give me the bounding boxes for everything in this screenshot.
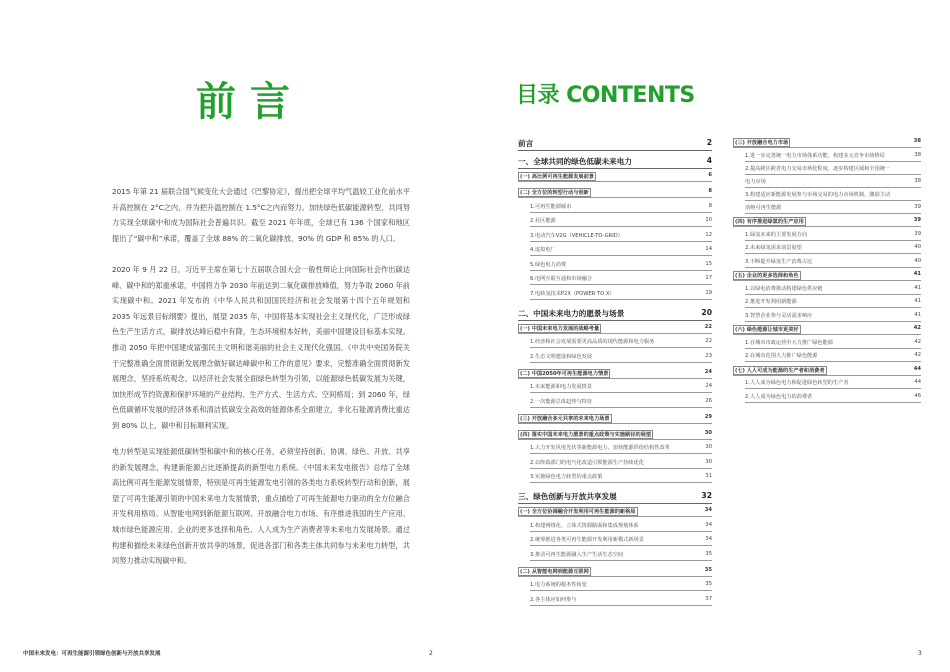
- toc-entry-label: 3.电动汽车V2G（VEHICLE-TO-GRID）: [530, 232, 623, 239]
- preface-paragraph-1: 2015 年第 21 届联合国气候变化大会通过《巴黎协定》，提出把全球平均气温较工业化前水平升高控制在 2°C之内，并为把升温控制在 1.5°C之内而努力。加快绿色低碳能源转型、共同努力实现全球碳中和成为国际社会普遍共识。截至 2021 年年底，全球已有 136 个国家和地区提出了“碳中和”承诺，覆盖了全球 88% 的二氧化碳排放、90% 的 GDP 和 85% 的人口。: [112, 187, 410, 243]
- toc-entry-label: (六) 绿色能源让城市更美好: [735, 327, 799, 333]
- toc-entry-label: (一) 全方位协调融合开发利用可再生能源的新格局: [520, 509, 636, 515]
- toc-entry-page: 41: [914, 284, 921, 291]
- toc-entry-label: 6.电网互联互通和市场融合: [530, 276, 593, 282]
- toc-entry-page: 32: [701, 491, 712, 500]
- toc-entry-page: 35: [705, 581, 712, 587]
- toc-divider: [745, 213, 921, 214]
- toc-entry-label: (四) 落实中国未来电力愿景的重点政策与实施路径的展望: [520, 431, 652, 438]
- toc-divider: [745, 253, 921, 254]
- toc-entry-label: 1.经济和社会发展需要更高品质的现代能源和电力服务: [530, 339, 655, 345]
- toc-divider: [745, 174, 921, 175]
- toc-divider: [518, 320, 712, 321]
- toc-entry-label: 三、绿色创新与开放共享发展: [518, 492, 617, 501]
- toc-entry-page: 10: [705, 217, 712, 223]
- toc-entry-label: 2.提高跨区跨省电力交易市场化程度，逐步构建区域和全国统一: [745, 166, 891, 172]
- toc-entry-page: 22: [704, 323, 712, 330]
- toc-divider: [530, 560, 712, 561]
- toc-entry-page: 42: [913, 325, 921, 331]
- toc-entry-page: 38: [914, 177, 921, 184]
- toc-entry-label: 3.不断提升绿氢生产消费占比: [745, 258, 813, 265]
- toc-entry-label: 1.可再生能源城市: [530, 203, 572, 210]
- toc-divider: [733, 280, 921, 281]
- toc-divider: [518, 197, 712, 198]
- toc-divider: [745, 402, 921, 403]
- preface-title: 前言: [196, 79, 304, 125]
- toc-divider: [733, 375, 921, 376]
- toc-divider: [530, 545, 712, 546]
- toc-divider: [745, 267, 921, 268]
- toc-entry-label: 前言: [518, 139, 534, 148]
- toc-entry-label: (三) 开放融合多元共享的未来电力场景: [520, 415, 610, 422]
- toc-entry[interactable]: [518, 491, 712, 501]
- footer-report-title: 中国未来发电：可再生能源引领绿色创新与开放共享发展: [23, 651, 161, 657]
- toc-divider: [530, 468, 712, 469]
- toc-entry-page: 38: [914, 151, 921, 158]
- toc-divider: [745, 321, 921, 322]
- toc-entry-page: 39: [914, 203, 921, 210]
- footer-right-page-number: 3: [918, 650, 922, 657]
- toc-entry-page: 29: [704, 413, 712, 420]
- toc-entry-page: 44: [914, 379, 921, 385]
- toc-entry-label: 3.推动可再生能源融入生产生活生态空间: [530, 551, 624, 558]
- toc-entry-page: 8: [708, 188, 712, 194]
- toc-entry-label: 5.绿色电力消费: [530, 261, 567, 268]
- toc-entry-label: (二) 从智能电网到能源互联网: [520, 568, 589, 575]
- toc-entry-label: (三) 开放融合电力市场: [735, 140, 789, 146]
- toc-entry-label: 1.大力开发风电光伏等新能源电力，加快能源供给结构性改革: [530, 445, 670, 451]
- toc-entry-label: (二) 全方位的转型行动与创新: [520, 190, 589, 196]
- toc-entry-label: 3.构建适应新能源发展参与市场交易的电力市场机制，激励主动: [745, 192, 891, 198]
- toc-entry-label: 1.进一步完善统一电力市场体系功能，构建多元竞争市场格局: [745, 152, 885, 159]
- toc-entry-page: 37: [705, 595, 712, 602]
- toc-entry-page: 2: [706, 138, 712, 147]
- toc-entry-label: 2.统筹推进各类可再生能源开发利用新模式新场景: [530, 537, 644, 543]
- toc-entry-label: 2.未来绿氢需求前景展望: [745, 245, 802, 251]
- preface-paragraph-2: 2020 年 9 月 22 日，习近平主席在第七十五届联合国大会一般性辩论上向国际社会作出碳达峰、碳中和的郑重承诺，中国将力争 2030 年前达到二氧化碳排放峰值，努力争取 2060 年前实现碳中和。2021 年发布的《中华人民共和国国民经济和社会发展第十四个五年规划和 2035 年远景目标纲要》提出，展望 2035 年，中国将基本实现社会主义现代化，广泛形成绿色生产生活方式，碳排放达峰后稳中有降，生态环境根本好转，美丽中国建设目标基本实现。推动 2050 年把中国建成富强民主文明和谐美丽的社会主义现代化强国。《中共中央国务院关于完整准确全面贯彻新发展理念做好碳达峰碳中和工作的意见》要求，完整准确全面贯彻新发展理念，坚持系统观念，以经济社会发展全面绿色转型为引领，以能源绿色低碳发展为关键，加快形成节约资源和保护环境的产业结构、生产方式、生活方式、空间格局；到 2060 年，绿色低碳循环发展的经济体系和清洁低碳安全高效的能源体系全面建立，非化石能源消费比重达到 80% 以上，碳中和目标顺利实现。: [112, 265, 410, 430]
- toc-entry-label: 1.以绿电消费推动构建绿色供应链: [745, 285, 823, 292]
- toc-entry-label: 2.人人成为绿色电力的消费者: [745, 393, 813, 400]
- toc-entry-page: 34: [704, 507, 712, 513]
- toc-entry-page: 42: [914, 338, 921, 345]
- toc-divider: [530, 212, 712, 213]
- toc-divider: [530, 270, 712, 271]
- toc-divider: [518, 423, 712, 424]
- toc-divider: [518, 576, 712, 577]
- toc-divider: [530, 590, 712, 591]
- toc-divider: [530, 241, 712, 242]
- toc-divider: [530, 255, 712, 256]
- toc-entry-label: 1.人人成为绿色电力和促进绿色转型的生产者: [745, 380, 849, 386]
- toc-entry-page: 41: [913, 271, 921, 277]
- toc-divider: [530, 407, 712, 408]
- toc-divider: [733, 334, 921, 335]
- toc-entry-page: 19: [705, 289, 712, 296]
- toc-entry-page: 35: [704, 566, 712, 573]
- toc-divider: [745, 161, 921, 162]
- toc-entry-label: 2.一次能源总体趋势与特征: [530, 398, 593, 405]
- toc-entry-page: 6: [708, 172, 712, 178]
- toc-entry-page: 41: [914, 298, 921, 304]
- toc-entry[interactable]: [518, 308, 712, 318]
- toc-entry-page: 8: [708, 202, 712, 209]
- toc-entry-page: 12: [705, 231, 712, 238]
- toc-divider: [733, 147, 921, 148]
- toc-entry-label: 二、中国未来电力的愿景与场景: [518, 308, 625, 318]
- toc-entry-label: 2.在城市范围大力推广绿色能源: [745, 353, 818, 359]
- toc-divider: [745, 294, 921, 295]
- toc-entry-page: 4: [706, 156, 712, 165]
- toc-entry-page: 26: [705, 397, 712, 404]
- toc-left-column: [518, 138, 712, 608]
- toc-divider: [518, 378, 712, 379]
- toc-entry[interactable]: [518, 156, 712, 166]
- toc-entry-page: 30: [704, 429, 712, 436]
- toc-entry-page: 35: [705, 550, 712, 557]
- toc-entry-label: (七) 人人可成为能源的生产者和消费者: [735, 367, 825, 374]
- toc-entry-page: 44: [913, 365, 921, 372]
- toc-entry-page: 24: [704, 368, 712, 375]
- toc-divider: [745, 361, 921, 362]
- toc-entry-label: 1.构建网络化、立体式资源路面和集成规划体系: [530, 522, 639, 529]
- toc-entry-label: 3.实施绿色电力转型的重点政策: [530, 474, 603, 480]
- toc-divider: [745, 187, 921, 188]
- toc-divider: [530, 362, 712, 363]
- toc-divider: [745, 307, 921, 308]
- toc-entry-page: 39: [913, 217, 921, 223]
- toc-divider: [530, 392, 712, 393]
- toc-entry-label: (五) 企业的更多选择和角色: [735, 273, 799, 279]
- toc-entry-label: 消纳可再生能源: [745, 204, 782, 211]
- toc-entry-label: 2.生态文明建设和绿色发展: [530, 353, 593, 360]
- toc-entry-page: 41: [914, 311, 921, 318]
- toc-right-column: [733, 138, 921, 428]
- toc-divider: [518, 439, 712, 440]
- toc-entry-label: 1.绿氢未来的主要发展方向: [745, 231, 808, 238]
- toc-divider: [745, 388, 921, 389]
- toc-entry-page: 40: [914, 244, 921, 250]
- toc-entry-page: 34: [705, 536, 712, 542]
- toc-entry-label: (二) 中国2050年可再生能源电力情景: [520, 370, 609, 377]
- toc-divider: [518, 516, 712, 517]
- toc-divider: [530, 284, 712, 285]
- toc-entry-page: 40: [914, 257, 921, 264]
- toc-entry-label: 4.虚拟电厂: [530, 247, 556, 253]
- toc-entry[interactable]: [518, 138, 712, 148]
- toc-divider: [518, 168, 712, 169]
- toc-entry-label: 2.推进开发利用新能源: [745, 299, 797, 305]
- toc-divider: [518, 333, 712, 334]
- toc-divider: [530, 347, 712, 348]
- toc-entry-label: (一) 高比例可再生能源发展前景: [520, 174, 594, 180]
- toc-entry-page: 14: [705, 246, 712, 252]
- toc-entry-label: 一、全球共同的绿色低碳未来电力: [518, 157, 632, 166]
- toc-entry-label: 2.以终端部门的电气化改造引领能源生产持续优化: [530, 459, 644, 466]
- preface-paragraph-3: 电力转型是实现能源低碳转型和碳中和的核心任务，必须坚持创新、协调、绿色、开放、共享的新发展理念，构建新能源占比逐渐提高的新型电力系统。《中国未来发电报告》总结了全球高比例可再生能源发展情景，特别是可再生能源发电引领的各类电力系统转型行动和创新，展望了可再生能源引领的中国未来电力发展情景，重点描绘了可再生能源电力驱动的全方位融合开发利用格局、从智能电网到新能源互联网、开放融合电力市场、有序推进我国的生产应用、城市绿色能源应用、企业的更多选择和角色、人人成为生产消费者等未来电力发展场景。通过构建和描绘未来绿色创新开放共享的场景，促进各部门和各类主体共同参与未来电力转型，共同努力推动实现碳中和。: [112, 447, 410, 566]
- toc-entry-page: 24: [705, 383, 712, 389]
- toc-entry-page: 30: [705, 458, 712, 465]
- toc-divider: [530, 299, 712, 300]
- toc-entry-page: 17: [705, 275, 712, 281]
- toc-entry-label: 1.未来能源和电力发展情景: [530, 384, 593, 390]
- toc-entry-page: 20: [701, 307, 712, 317]
- toc-divider: [530, 482, 712, 483]
- toc-entry-label: 1.在城市市政运营中大力推广绿色能源: [745, 339, 833, 346]
- toc-entry-label: (一) 中国未来电力发展的战略考量: [520, 325, 600, 332]
- toc-entry-page: 38: [913, 138, 921, 144]
- toc-entry-page: 22: [705, 338, 712, 344]
- toc-divider: [530, 226, 712, 227]
- toc-entry-label: 3.智慧企业参与灵活需求响应: [745, 312, 813, 319]
- toc-divider: [530, 605, 712, 606]
- toc-divider: [518, 503, 712, 504]
- toc-entry-label: 1.电力系统的根本性转变: [530, 582, 587, 588]
- toc-divider: [530, 531, 712, 532]
- toc-entry-page: 31: [705, 473, 712, 479]
- toc-entry-label: 7.电转氢技术P2X（POWER TO X）: [530, 290, 615, 297]
- toc-divider: [745, 348, 921, 349]
- toc-entry-page: 39: [914, 230, 921, 237]
- toc-divider: [530, 453, 712, 454]
- toc-entry-label: 2.各主体应如何参与: [530, 596, 577, 603]
- toc-entry-page: 42: [914, 352, 921, 358]
- toc-entry-label: (四) 有序推进绿氢的生产应用: [735, 219, 804, 225]
- toc-entry-page: 34: [705, 521, 712, 528]
- toc-divider: [518, 181, 712, 182]
- toc-entry-label: 2.社区能源: [530, 218, 556, 224]
- toc-entry-label: 电力市场: [745, 178, 766, 185]
- toc-divider: [733, 226, 921, 227]
- toc-entry-page: 30: [705, 444, 712, 450]
- toc-title: 目录 CONTENTS: [516, 83, 695, 108]
- footer-left-page-number: 2: [429, 650, 433, 657]
- toc-divider: [518, 150, 712, 151]
- toc-entry-page: 15: [705, 260, 712, 267]
- toc-entry-page: 46: [914, 392, 921, 399]
- toc-divider: [745, 240, 921, 241]
- toc-entry-page: 23: [705, 352, 712, 359]
- toc-divider: [745, 200, 921, 201]
